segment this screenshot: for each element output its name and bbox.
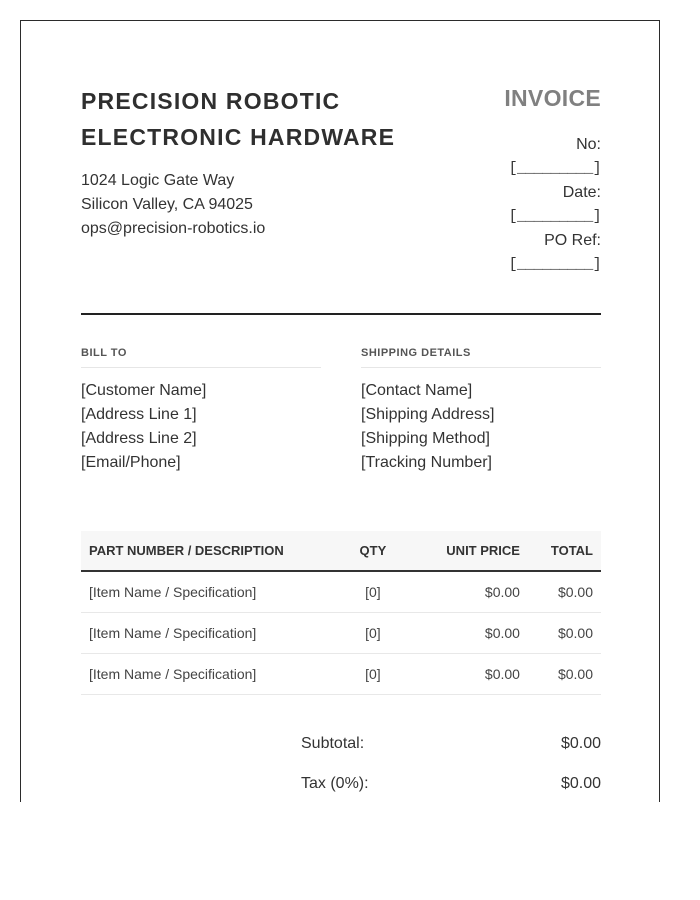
shipping-address: [Shipping Address] <box>361 406 495 423</box>
item-description: [Item Name / Specification] <box>81 613 338 654</box>
table-row <box>81 571 601 613</box>
shipping-details-heading: SHIPPING DETAILS <box>361 347 601 368</box>
company-address-line-2: Silicon Valley, CA 94025 <box>81 196 253 213</box>
subtotal-row <box>301 731 601 771</box>
header-unit-price: UNIT PRICE <box>408 531 528 571</box>
company-name-line-1: PRECISION ROBOTIC <box>81 88 341 114</box>
company-email: ops@precision-robotics.io <box>81 220 266 237</box>
subtotal-label: Subtotal: <box>301 735 365 752</box>
item-qty: [0] <box>338 613 408 654</box>
item-total: $0.00 <box>528 654 601 695</box>
item-unit-price: $0.00 <box>408 571 528 613</box>
tax-label: Tax (0%): <box>301 775 369 792</box>
bill-to-customer-name: [Customer Name] <box>81 382 207 399</box>
header-description: PART NUMBER / DESCRIPTION <box>81 531 338 571</box>
bill-to-block <box>81 379 321 475</box>
item-total: $0.00 <box>528 613 601 654</box>
item-qty: [0] <box>338 571 408 613</box>
invoice-number-field[interactable]: [_________] <box>508 160 601 177</box>
invoice-sheet <box>20 20 660 802</box>
company-name-line-2: ELECTRONIC HARDWARE <box>81 124 396 150</box>
header-total: TOTAL <box>528 531 601 571</box>
po-ref-field[interactable]: [_________] <box>508 256 601 273</box>
table-row <box>81 654 601 695</box>
shipping-contact-name: [Contact Name] <box>361 382 473 399</box>
shipping-details-block <box>361 379 601 475</box>
bill-to-address-line-1: [Address Line 1] <box>81 406 197 423</box>
tax-value: $0.00 <box>560 775 601 792</box>
header-divider <box>81 313 601 315</box>
invoice-date-label: Date: <box>562 184 601 201</box>
invoice-date-field[interactable]: [_________] <box>508 208 601 225</box>
invoice-title: INVOICE <box>504 85 601 111</box>
item-description: [Item Name / Specification] <box>81 571 338 613</box>
company-address-line-1: 1024 Logic Gate Way <box>81 172 235 189</box>
bill-to-heading: BILL TO <box>81 347 321 368</box>
header-qty: QTY <box>338 531 408 571</box>
tax-row <box>301 771 601 802</box>
item-description: [Item Name / Specification] <box>81 654 338 695</box>
item-unit-price: $0.00 <box>408 654 528 695</box>
line-items-table <box>81 531 601 695</box>
invoice-meta <box>461 133 601 277</box>
tracking-number: [Tracking Number] <box>361 454 492 471</box>
item-unit-price: $0.00 <box>408 613 528 654</box>
company-name <box>81 83 441 155</box>
table-row <box>81 613 601 654</box>
po-ref-label: PO Ref: <box>544 232 601 249</box>
company-address <box>81 169 341 241</box>
bill-to-address-line-2: [Address Line 2] <box>81 430 197 447</box>
item-total: $0.00 <box>528 571 601 613</box>
invoice-number-label: No: <box>576 136 601 153</box>
shipping-method: [Shipping Method] <box>361 430 490 447</box>
item-qty: [0] <box>338 654 408 695</box>
table-header-row <box>81 531 601 571</box>
subtotal-value: $0.00 <box>560 735 601 752</box>
bill-to-email-phone: [Email/Phone] <box>81 454 181 471</box>
totals-block <box>301 731 601 802</box>
